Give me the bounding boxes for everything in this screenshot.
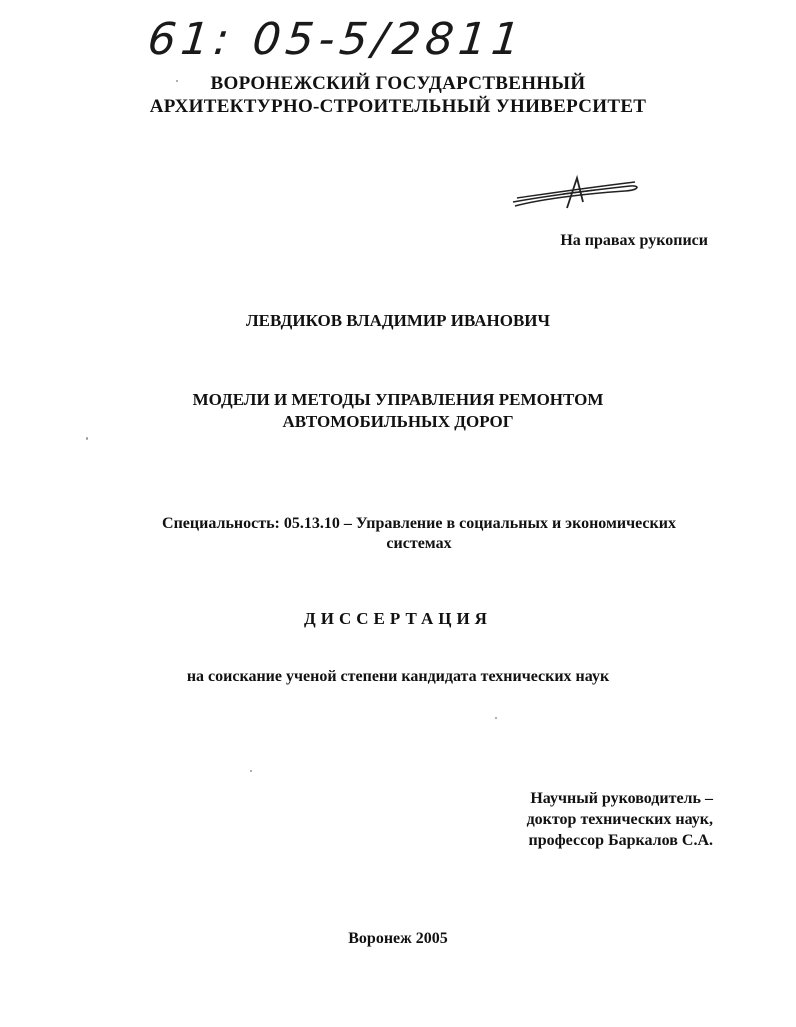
archive-code-handwritten: 61: 05-5/2811 <box>145 14 528 65</box>
author-name: ЛЕВДИКОВ ВЛАДИМИР ИВАНОВИЧ <box>245 311 551 330</box>
supervisor-line1: Научный руководитель – <box>530 790 713 807</box>
signature-mark <box>505 172 645 212</box>
specialty-line1: Специальность: 05.13.10 – Управление в социальных и экономических <box>162 515 676 532</box>
dissertation-title-line1: МОДЕЛИ И МЕТОДЫ УПРАВЛЕНИЯ РЕМОНТОМ <box>192 390 604 409</box>
degree-statement: на соискание ученой степени кандидата технических наук <box>186 668 610 685</box>
scan-speck <box>86 437 88 440</box>
supervisor-line3: профессор Баркалов С.А. <box>528 832 713 849</box>
dissertation-title-line2: АВТОМОБИЛЬНЫХ ДОРОГ <box>282 412 514 431</box>
scan-speck <box>495 717 497 719</box>
city-year: Воронеж 2005 <box>348 930 448 947</box>
supervisor-block <box>503 788 713 851</box>
scan-speck <box>250 770 252 772</box>
manuscript-rights-note: На правах рукописи <box>560 232 708 249</box>
specialty-line2: системах <box>386 535 452 552</box>
supervisor-line2: доктор технических наук, <box>526 811 713 828</box>
university-name-line2: АРХИТЕКТУРНО-СТРОИТЕЛЬНЫЙ УНИВЕРСИТЕТ <box>149 96 647 117</box>
document-type: ДИССЕРТАЦИЯ <box>304 609 492 628</box>
scan-speck <box>176 80 178 82</box>
university-name-line1: ВОРОНЕЖСКИЙ ГОСУДАРСТВЕННЫЙ <box>210 73 586 94</box>
